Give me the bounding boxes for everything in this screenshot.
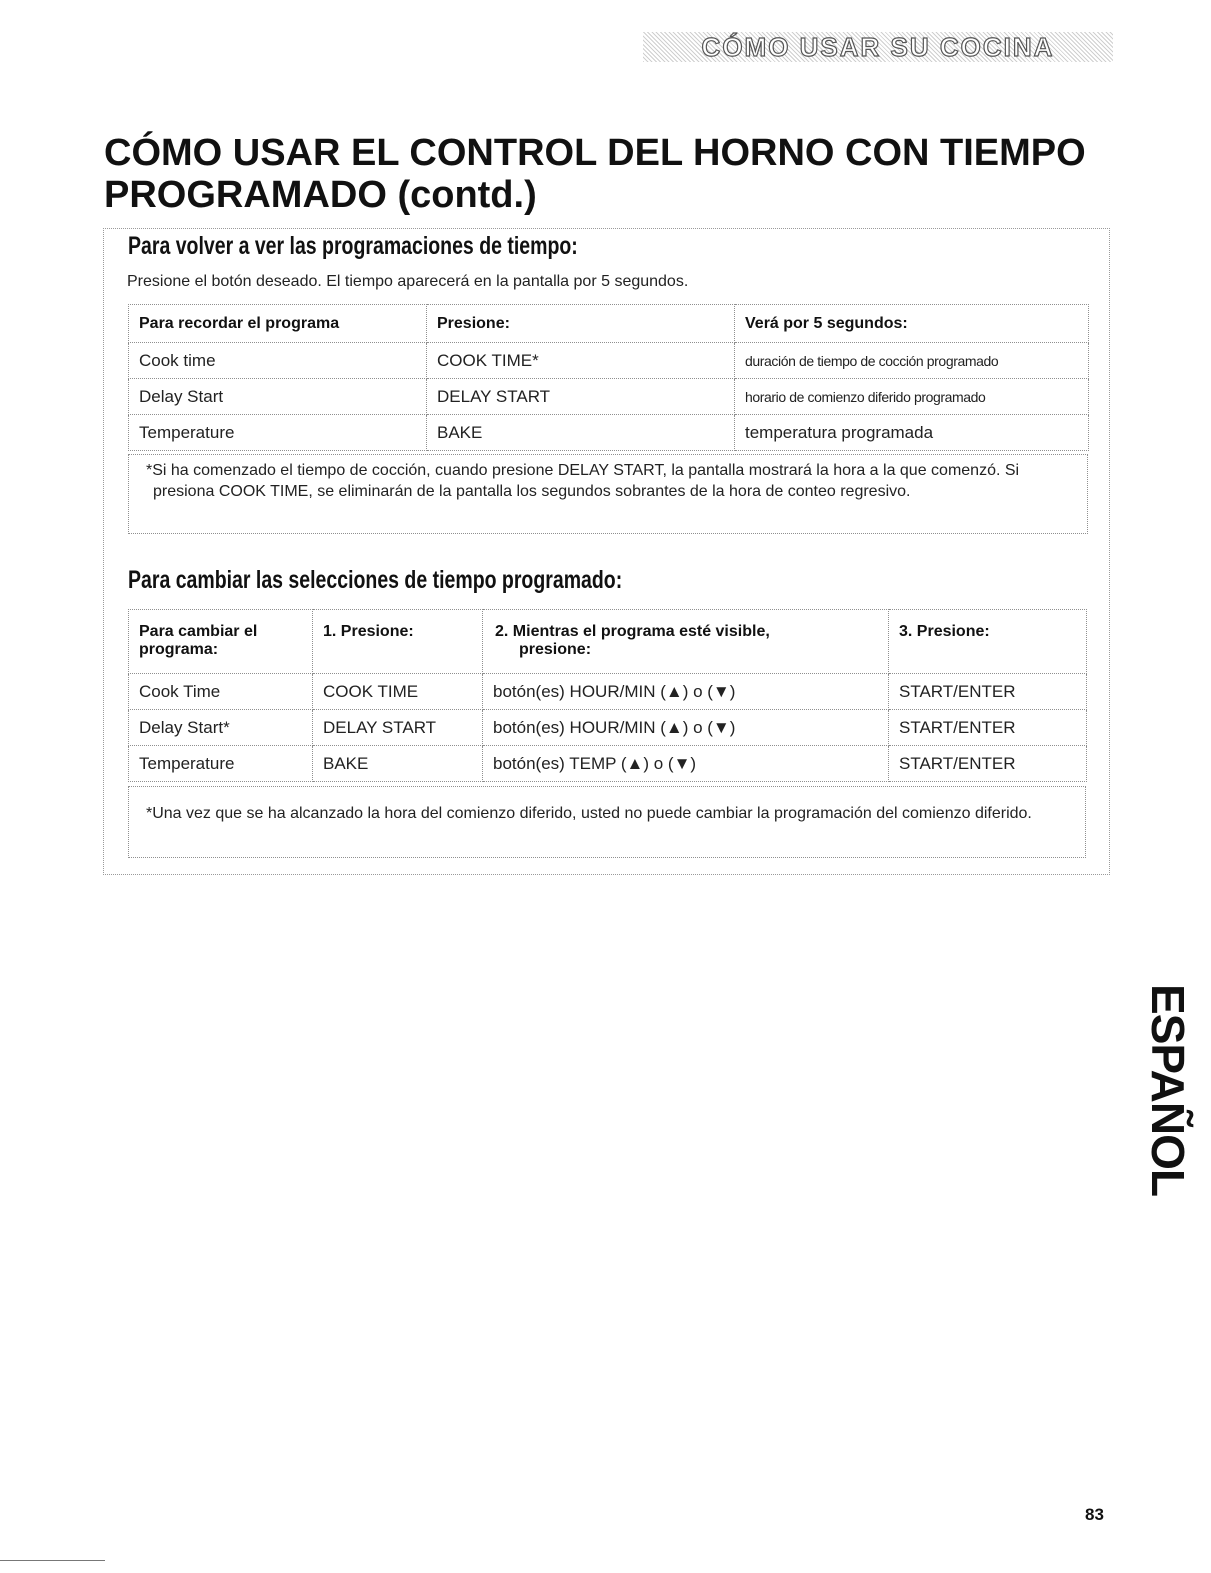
column-header-line1: 2. Mientras el programa esté visible, <box>495 623 770 640</box>
column-header: Para recordar el programa <box>129 305 427 343</box>
language-label: ESPAÑOL <box>1142 984 1194 1196</box>
table-cell: BAKE <box>427 415 735 451</box>
section2-heading: Para cambiar las selecciones de tiempo programado: <box>128 566 623 594</box>
table-cell: duración de tiempo de cocción programado <box>735 343 1089 379</box>
section1-intro: Presione el botón deseado. El tiempo aparecerá en la pantalla por 5 segundos. <box>127 273 689 290</box>
column-header: Para cambiar el programa: <box>129 610 313 674</box>
section-banner <box>643 32 1113 62</box>
recall-settings-table <box>128 304 1089 451</box>
table-row <box>129 746 1087 782</box>
section2-footnote <box>128 786 1086 858</box>
table-row <box>129 415 1089 451</box>
column-header: 1. Presione: <box>313 610 483 674</box>
table-cell: DELAY START <box>427 379 735 415</box>
table-cell: temperatura programada <box>735 415 1089 451</box>
table-cell: botón(es) TEMP (▲) o (▼) <box>483 746 889 782</box>
section-banner-text: CÓMO USAR SU COCINA <box>701 31 1055 62</box>
footer-rule <box>0 1560 105 1561</box>
table-cell: Delay Start* <box>129 710 313 746</box>
table-cell: DELAY START <box>313 710 483 746</box>
table-cell: horario de comienzo diferido programado <box>735 379 1089 415</box>
column-header-line2: presione: <box>519 641 592 658</box>
table-cell: Delay Start <box>129 379 427 415</box>
table-cell: COOK TIME* <box>427 343 735 379</box>
table-cell: Cook Time <box>129 674 313 710</box>
table-cell: Temperature <box>129 415 427 451</box>
table-cell: botón(es) HOUR/MIN (▲) o (▼) <box>483 710 889 746</box>
table-cell: START/ENTER <box>889 710 1087 746</box>
language-side-tab <box>1142 975 1194 1205</box>
column-header <box>483 610 889 674</box>
table-row <box>129 343 1089 379</box>
table-cell: botón(es) HOUR/MIN (▲) o (▼) <box>483 674 889 710</box>
column-header: Presione: <box>427 305 735 343</box>
change-settings-table <box>128 609 1087 782</box>
column-header: Verá por 5 segundos: <box>735 305 1089 343</box>
table-header-row <box>129 305 1089 343</box>
table-cell: BAKE <box>313 746 483 782</box>
page-title: CÓMO USAR EL CONTROL DEL HORNO CON TIEMPO PROGRAMADO (contd.) <box>104 132 1086 216</box>
section1-footnote <box>128 454 1088 534</box>
table-row <box>129 710 1087 746</box>
table-row <box>129 674 1087 710</box>
table-row <box>129 379 1089 415</box>
table-cell: START/ENTER <box>889 674 1087 710</box>
section1-heading: Para volver a ver las programaciones de tiempo: <box>128 232 578 260</box>
column-header: 3. Presione: <box>889 610 1087 674</box>
table-cell: START/ENTER <box>889 746 1087 782</box>
table-cell: COOK TIME <box>313 674 483 710</box>
table-cell: Temperature <box>129 746 313 782</box>
page-number: 83 <box>1085 1505 1104 1524</box>
footnote-text: *Una vez que se ha alcanzado la hora del comienzo diferido, usted no puede cambiar la programación del comienzo diferido. <box>146 805 1032 822</box>
table-cell: Cook time <box>129 343 427 379</box>
table-header-row <box>129 610 1087 674</box>
footnote-text: *Si ha comenzado el tiempo de cocción, cuando presione DELAY START, la pantalla mostrará la hora a la que comenzó. Si presiona COOK TIME, se eliminarán de la pantalla los segundos sobrantes de la hora de conteo regresivo. <box>146 462 1020 500</box>
